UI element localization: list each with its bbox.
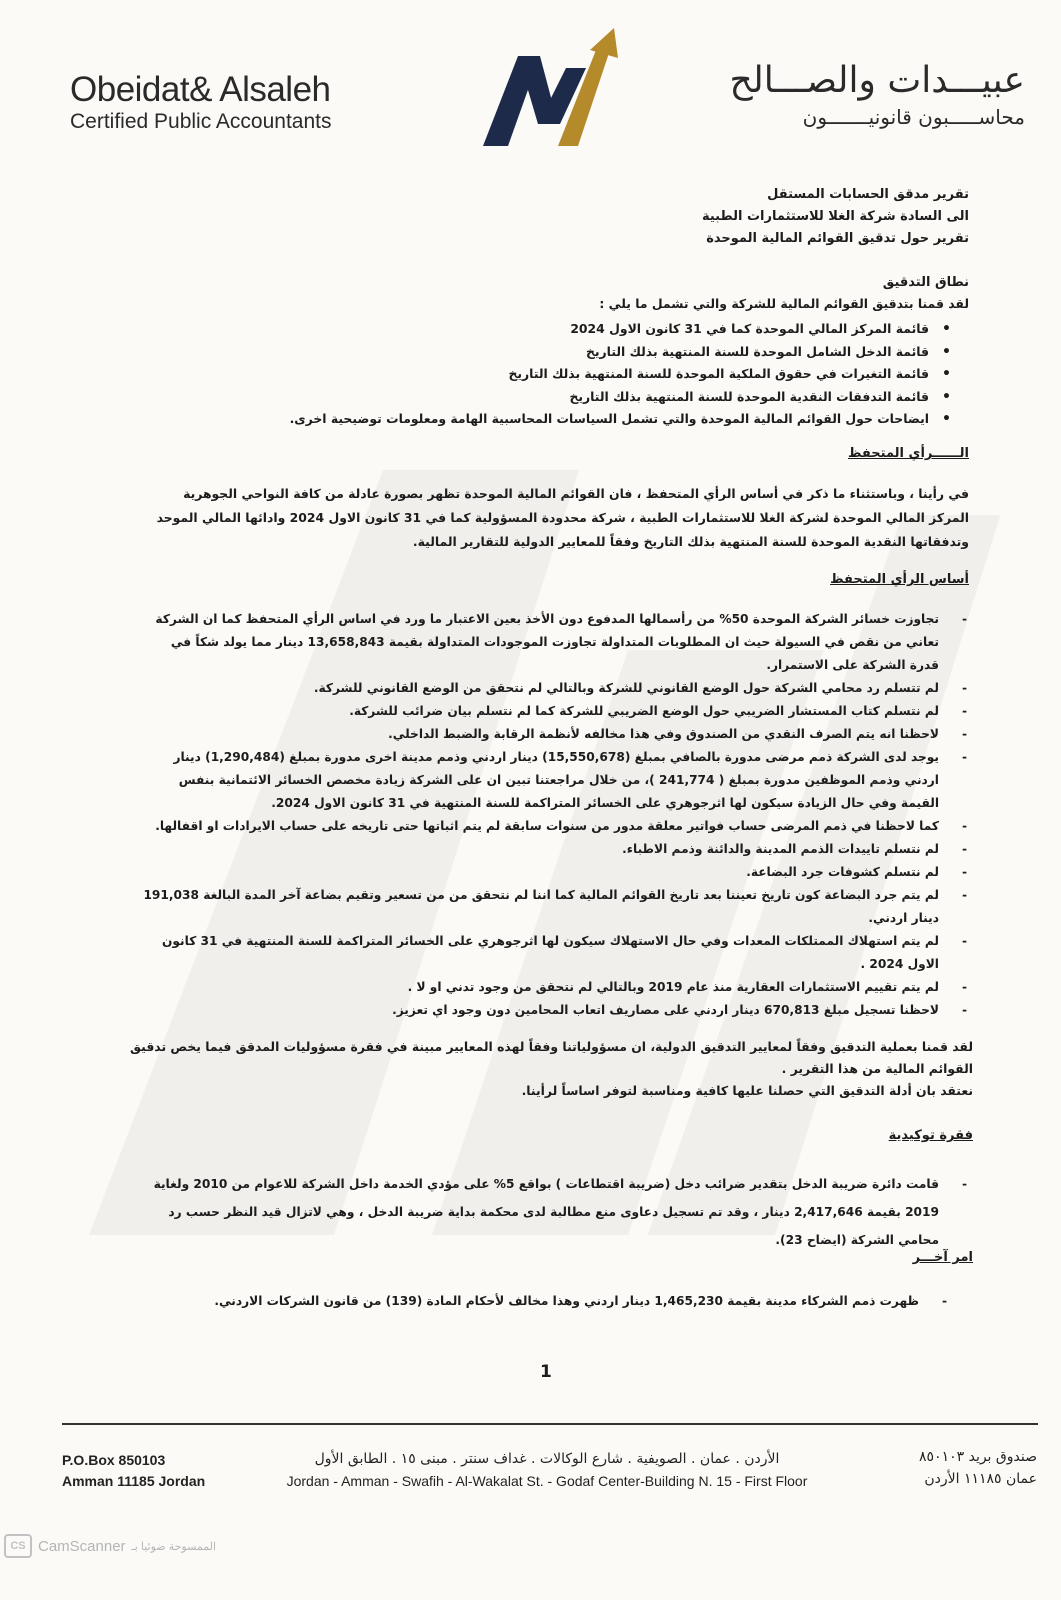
scope-heading: نطاق التدقيق: [882, 275, 969, 290]
opinion-heading: الــــــرأي المتحفظ: [848, 446, 969, 461]
footer-po-box-ar-line2: عمان ١١١٨٥ الأردن: [924, 1471, 1037, 1487]
scope-section: [269, 272, 969, 314]
footer-po-box-ar-line1: صندوق بريد ٨٥٠١٠٣: [919, 1449, 1037, 1465]
list-item: - قامت دائرة ضريبة الدخل بتقدير ضرائب دخل (ضريبة اقتطاعات ) بواقع 5% على مؤدي الخدمة داخل الشركة للاعوام من 2010 ولغاية 2019 بقيمة 2,417,646 دينار ، وقد تم تسجيل دعاوى منع مطالبة لدى محكمة بداية ضريبة الدخل ، وهي لاتزال قيد النظر حسب رد محامي الشركة (ايضاح 23).: [141, 1170, 969, 1254]
page-number: 1: [540, 1362, 552, 1382]
list-item: - لاحظنا تسجيل مبلغ 670,813 دينار اردني على مصاريف اتعاب المحامين دون وجود اي تعزيز.: [141, 999, 969, 1022]
basis-closing-1: لقد قمنا بعملية التدقيق وفقاً لمعايير التدقيق الدولية، ان مسؤولياتنا وفقاً لهذه المعايير مبينة في فقرة مسؤوليات المدقق فيما يخص تدقيق القوائم المالية من هذا التقرير .: [129, 1039, 973, 1076]
footer-address: [262, 1448, 832, 1492]
list-item: • ايضاحات حول القوائم المالية الموحدة والتي تشمل السياسات المحاسبية الهامة ومعلومات توضيحية اخرى.: [271, 408, 951, 431]
report-subject: تقرير حول تدقيق القوائم المالية الموحدة: [706, 231, 969, 246]
en-firm-subtitle: Certified Public Accountants: [70, 110, 332, 133]
list-item: • قائمة المركز المالي الموحدة كما في 31 كانون الاول 2024: [271, 318, 951, 341]
list-item: - ظهرت ذمم الشركاء مدينة بقيمة 1,465,230 دينار اردني وهذا مخالف لأحكام المادة (139) من قانون الشركات الاردني.: [189, 1290, 949, 1313]
emphasis-list: [141, 1170, 969, 1254]
camscanner-caption: الممسوحة ضوئيا بـ: [131, 1540, 217, 1553]
other-matter-heading: امر آخـــر: [912, 1250, 973, 1265]
list-item: - لاحظنا انه يتم الصرف النقدي من الصندوق وفي هذا مخالفه لأنظمة الرقابة والضبط الداخلي.: [141, 723, 969, 746]
basis-closing: [127, 1036, 973, 1102]
camscanner-label: CamScanner: [38, 1537, 126, 1555]
ar-brand: [730, 58, 1025, 130]
list-item: - لم يتم جرد البضاعة كون تاريخ تعيننا بعد تاريخ القوائم المالية كما اننا لم نتحقق من من تسعير وتقيم بضاعة آخر المدة البالغة 191,038 دينار اردني.: [141, 884, 969, 930]
other-matter-list: [189, 1290, 949, 1313]
en-brand: [70, 70, 331, 134]
list-item: - لم يتم استهلاك الممتلكات المعدات وفي حال الاستهلاك سيكون لها اثرجوهري على الخسائر المتراكمة للسنة المنتهية في 31 كانون الاول 2024 .: [141, 930, 969, 976]
camscanner-icon: CS: [4, 1534, 32, 1558]
basis-closing-2: نعتقد بان أدلة التدقيق التي حصلنا عليها كافية ومناسبة لتوفر اساساً لرأينا.: [521, 1083, 973, 1098]
en-firm-name: Obeidat& Alsaleh: [70, 70, 331, 109]
footer-address-ar: الأردن . عمان . الصويفية . شارع الوكالات . غداف سنتر . مبنى ١٥ . الطابق الأول: [314, 1451, 780, 1467]
scope-intro: لقد قمنا بتدقيق القوائم المالية للشركة والتي تشمل ما يلي :: [599, 296, 969, 311]
emphasis-heading: فقرة توكيدية: [888, 1128, 973, 1143]
ar-firm-name: عبيـــدات والصـــالح: [729, 60, 1025, 101]
report-title: تقرير مدقق الحسابات المستقل: [767, 187, 969, 202]
footer-city-en: Amman 11185 Jordan: [62, 1473, 206, 1489]
opinion-text: في رأينا ، وباستثناء ما ذكر في أساس الرأي المتحفظ ، فان القوائم المالية الموحدة تظهر بصورة عادلة من كافة النواحي الجوهرية المركز المالي الموحدة لشركة الغلا للاستثمارات الطبية ، شركة محدودة المسؤولية كما في 31 كانون الاول 2024 وادائها المالي الموحد وتدفقاتها النقدية الموحدة للسنة المنتهية بذلك التاريخ وفقاً للمعايير الدولية للتقارير المالية.: [156, 486, 969, 549]
footer-po-box-en: [62, 1450, 205, 1492]
list-item: - لم تتسلم رد محامي الشركة حول الوضع القانوني للشركة وبالتالي لم نتحقق من الوضع القانوني للشركة.: [141, 677, 969, 700]
list-item: - تجاوزت خسائر الشركة الموحدة 50% من رأسمالها المدفوع دون الأخذ بعين الاعتبار ما ورد في اساس الرأي المتحفظ كما ان الشركة تعاني من نقص في السيولة حيث ان المطلوبات المتداولة تجاوزت الموجودات المتداولة بقيمة 13,658,843 دينار مما يولد شكاً في قدرة الشركة على الاستمرار.: [141, 608, 969, 677]
footer-po-box-ar: [919, 1446, 1037, 1490]
camscanner-stamp: [4, 1534, 216, 1558]
list-item: - لم نتسلم كشوفات جرد البضاعة.: [141, 861, 969, 884]
list-item: - لم يتم تقييم الاستثمارات العقارية منذ عام 2019 وبالتالي لم نتحقق من وجود تدني او لا .: [141, 976, 969, 999]
list-item: • قائمة الدخل الشامل الموحدة للسنة المنتهية بذلك التاريخ: [271, 341, 951, 364]
list-item: • قائمة التغيرات في حقوق الملكية الموحدة للسنة المنتهية بذلك التاريخ: [271, 363, 951, 386]
basis-list: [141, 608, 969, 1022]
scope-list: [271, 318, 951, 431]
list-item: - لم نتسلم كتاب المستشار الضريبي حول الوضع الضريبي للشركة كما لم نتسلم بيان ضرائب للشركة.: [141, 700, 969, 723]
report-title-block: [449, 184, 969, 250]
list-item: • قائمة التدفقات النقدية الموحدة للسنة المنتهية بذلك التاريخ: [271, 386, 951, 409]
firm-logo-icon: [478, 28, 623, 158]
list-item: - لم نتسلم تاييدات الذمم المدينة والدائنة وذمم الاطباء.: [141, 838, 969, 861]
report-addressee: الى السادة شركة الغلا للاستثمارات الطبية: [701, 209, 969, 224]
footer-po-box: P.O.Box 850103: [62, 1452, 166, 1468]
list-item: - كما لاحظنا في ذمم المرضى حساب فواتير معلقة مدور من سنوات سابقة لم يتم اثباتها حتى تاريخه على حساب الايرادات او اقفالها.: [141, 815, 969, 838]
footer-address-en: Jordan - Amman - Swafih - Al-Wakalat St. - Godaf Center-Building N. 15 - First Floor: [286, 1473, 808, 1489]
footer-divider: [62, 1423, 1038, 1425]
basis-heading: أساس الرأي المتحفظ: [830, 572, 969, 587]
ar-firm-subtitle: محاســـــبون قانونيـــــــون: [802, 105, 1025, 129]
list-item: - يوجد لدى الشركة ذمم مرضى مدورة بالصافي بمبلغ (15,550,678) دينار اردني وذمم مدينة اخرى مدورة بمبلغ (1,290,484) دينار اردني وذمم الموظفين مدورة بمبلغ ( 241,774 )، من خلال مراجعتنا تبين ان على الشركة زيادة مخصص الخسائر الائتمانية بنفس القيمة وفي حال الزيادة سيكون لها اثرجوهري على الخسائر المتراكمة للسنة المنتهية في 31 كانون الاول 2024.: [141, 746, 969, 815]
